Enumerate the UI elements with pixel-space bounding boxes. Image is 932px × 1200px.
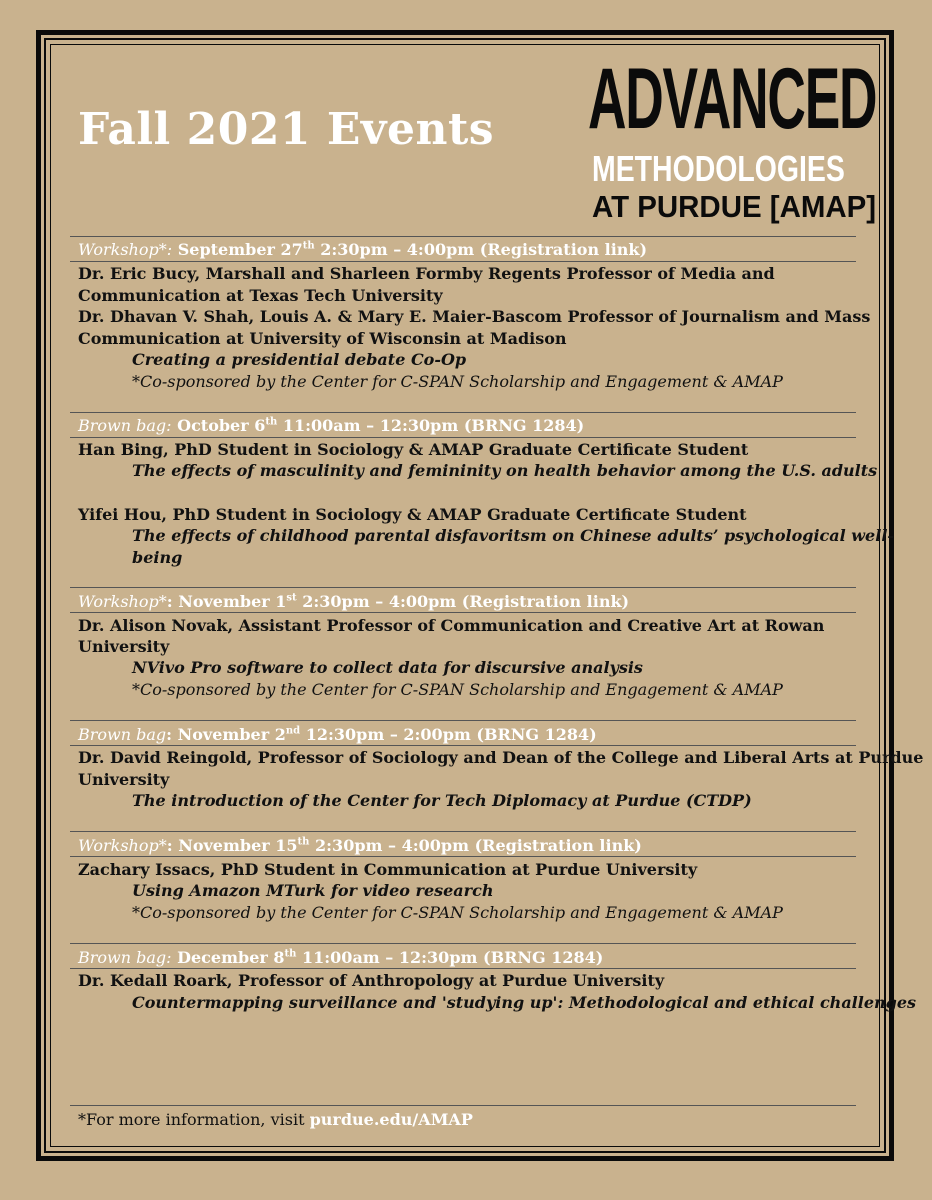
logo-line-advanced: ADVANCED	[588, 51, 877, 147]
speaker-line: Dr. Alison Novak, Assistant Professor of Communication and Creative Art at Rowan	[78, 616, 825, 635]
logo-line-methodologies: METHODOLOGIES	[592, 148, 845, 189]
event-type: Brown bag:	[78, 416, 172, 435]
speaker-line: Dr. David Reingold, Professor of Sociology and Dean of the College and Liberal Arts at Purdue	[78, 748, 924, 767]
sponsor-note: *Co-sponsored by the Center for C-SPAN Scholarship and Engagement & AMAP	[132, 680, 783, 699]
footer-link[interactable]: purdue.edu/AMAP	[309, 1110, 473, 1129]
event-details: 2:30pm – 4:00pm (Registration link)	[302, 592, 630, 611]
divider	[70, 1105, 856, 1106]
divider	[70, 612, 856, 613]
divider	[70, 856, 856, 857]
date-ordinal: th	[297, 836, 310, 848]
speaker-line: University	[78, 770, 170, 789]
event-date: : November 1	[166, 592, 287, 611]
event-3-heading	[78, 591, 629, 613]
footer-text: *For more information, visit	[78, 1110, 305, 1129]
sponsor-note: *Co-sponsored by the Center for C-SPAN Scholarship and Engagement & AMAP	[132, 903, 783, 922]
speaker-line: Communication at Texas Tech University	[78, 286, 443, 305]
event-5-heading	[78, 835, 642, 857]
divider	[70, 943, 856, 944]
talk-title: The effects of childhood parental disfavoritsm on Chinese adults’ psychological well-	[132, 526, 895, 545]
talk-title: Creating a presidential debate Co-Op	[132, 350, 467, 369]
talk-title: The introduction of the Center for Tech Diplomacy at Purdue (CTDP)	[132, 791, 752, 810]
talk-title-continued: being	[132, 548, 183, 567]
talk-title: Using Amazon MTurk for video research	[132, 881, 494, 900]
event-type: Brown bag	[78, 725, 167, 744]
date-ordinal: nd	[285, 725, 301, 737]
event-details: 12:30pm – 2:00pm (BRNG 1284)	[305, 725, 597, 744]
speaker-line: Dr. Kedall Roark, Professor of Anthropology at Purdue University	[78, 971, 665, 990]
date-ordinal: th	[302, 240, 315, 252]
speaker-line: Dr. Eric Bucy, Marshall and Sharleen Formby Regents Professor of Media and	[78, 264, 775, 283]
speaker-line: Han Bing, PhD Student in Sociology & AMAP Graduate Certificate Student	[78, 440, 749, 459]
event-4-heading	[78, 724, 597, 746]
event-date: : November 2	[166, 725, 286, 744]
event-details: 11:00am – 12:30pm (BRNG 1284)	[302, 948, 604, 967]
divider	[70, 831, 856, 832]
event-date: December 8	[177, 948, 285, 967]
divider	[70, 437, 856, 438]
event-2-heading	[78, 415, 584, 437]
date-ordinal: th	[284, 948, 297, 960]
divider	[70, 261, 856, 262]
divider	[70, 968, 856, 969]
divider	[70, 587, 856, 588]
event-type: Workshop*:	[78, 240, 173, 259]
talk-title: The effects of masculinity and femininity on health behavior among the U.S. adults	[132, 461, 878, 480]
talk-title: Countermapping surveillance and 'studying up': Methodological and ethical challenges	[132, 993, 917, 1012]
speaker-line: Zachary Issacs, PhD Student in Communication at Purdue University	[78, 860, 698, 879]
divider	[70, 745, 856, 746]
logo-line-at-purdue: AT PURDUE [AMAP]	[592, 189, 877, 224]
event-details: 2:30pm – 4:00pm (Registration link)	[320, 240, 648, 259]
speaker-line: University	[78, 637, 170, 656]
event-details: 2:30pm – 4:00pm (Registration link)	[315, 836, 642, 855]
speaker-line: Communication at University of Wisconsin at Madison	[78, 329, 567, 348]
divider	[70, 236, 856, 237]
amap-logo	[588, 51, 877, 224]
event-type: Workshop*	[78, 592, 167, 611]
footer-note	[78, 1109, 473, 1131]
speaker-line: Yifei Hou, PhD Student in Sociology & AMAP Graduate Certificate Student	[78, 505, 747, 524]
date-ordinal: st	[286, 592, 297, 604]
event-1-heading	[78, 239, 647, 261]
divider	[70, 412, 856, 413]
event-type: Workshop*	[78, 836, 167, 855]
speaker-line: Dr. Dhavan V. Shah, Louis A. & Mary E. Maier-Bascom Professor of Journalism and Mass	[78, 307, 871, 326]
event-type: Brown bag:	[78, 948, 172, 967]
date-ordinal: th	[265, 416, 278, 428]
event-6-heading	[78, 947, 603, 969]
event-date: October 6	[177, 416, 266, 435]
event-date: September 27	[177, 240, 303, 259]
sponsor-note: *Co-sponsored by the Center for C-SPAN Scholarship and Engagement & AMAP	[132, 372, 783, 391]
page-title: Fall 2021 Events	[78, 104, 495, 155]
divider	[70, 720, 856, 721]
talk-title: NVivo Pro software to collect data for discursive analysis	[132, 658, 643, 677]
event-date: : November 15	[166, 836, 298, 855]
event-details: 11:00am – 12:30pm (BRNG 1284)	[282, 416, 585, 435]
